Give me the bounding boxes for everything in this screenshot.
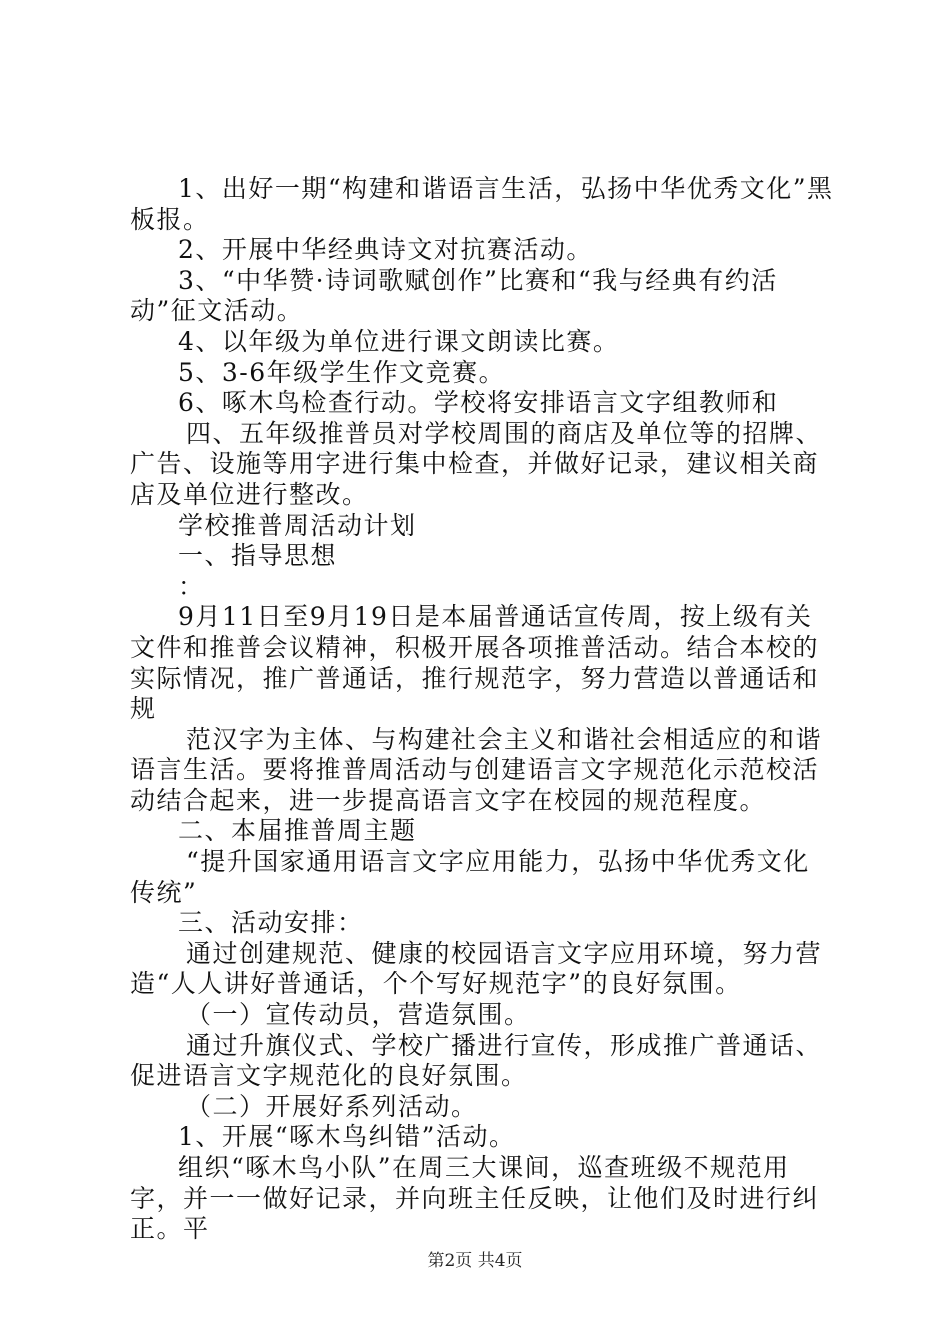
subheading-1: （一）宣传动员，营造氛围。 — [186, 1000, 531, 1030]
arrangement-paragraph: 通过创建规范、健康的校园语言文字应用环境，努力营造“人人讲好普通话，个个写好规范字”的良好氛围。 — [130, 938, 823, 999]
paragraph-guiding: 9月11日至9月19日是本届普通话宣传周，按上级有关文件和推普会议精神，积极开展各项推普活动。结合本校的实际情况，推广普通话，推行规范字，努力营造以普通话和规 — [130, 602, 820, 724]
section-heading-1: 一、指导思想 — [178, 541, 338, 571]
paragraph-guiding-cont: 范汉字为主体、与构建社会主义和谐社会相适应的和谐语言生活。要将推普周活动与创建语言文字规范化示范校活动结合起来，进一步提高语言文字在校园的规范程度。 — [130, 724, 823, 815]
colon-line: ： — [178, 571, 205, 601]
publicity-paragraph: 通过升旗仪式、学校广播进行宣传，形成推广普通话、促进语言文字规范化的良好氛围。 — [130, 1030, 823, 1091]
paragraph-7: 四、五年级推普员对学校周围的商店及单位等的招牌、广告、设施等用字进行集中检查，并做好记录，建议相关商店及单位进行整改。 — [130, 418, 823, 509]
paragraph-3: 3、“中华赞·诗词歌赋创作”比赛和“我与经典有约活动”征文活动。 — [130, 265, 778, 326]
plan-title: 学校推普周活动计划 — [178, 510, 417, 540]
section-heading-2: 二、本届推普周主题 — [178, 816, 417, 846]
paragraph-5: 5、3-6年级学生作文竞赛。 — [178, 357, 506, 387]
paragraph-1: 1、出好一期“构建和谐语言生活，弘扬中华优秀文化”黑板报。 — [130, 174, 834, 234]
paragraph-6: 6、啄木鸟检查行动。学校将安排语言文字组教师和 — [178, 388, 779, 418]
section-heading-3: 三、活动安排： — [178, 908, 364, 938]
document-body — [130, 174, 835, 1245]
activity-item-1: 1、开展“啄木鸟纠错”活动。 — [178, 1122, 516, 1152]
theme-paragraph: “提升国家通用语言文字应用能力，弘扬中华优秀文化传统” — [130, 847, 810, 907]
subheading-2: （二）开展好系列活动。 — [186, 1091, 478, 1121]
paragraph-2: 2、开展中华经典诗文对抗赛活动。 — [178, 235, 593, 265]
activity-paragraph: 组织“啄木鸟小队”在周三大课间，巡查班级不规范用字，并一一做好记录，并向班主任反映，让他们及时进行纠正。平 — [130, 1153, 820, 1244]
page-footer: 第2页 共4页 — [427, 1251, 523, 1271]
paragraph-4: 4、以年级为单位进行课文朗读比赛。 — [178, 326, 620, 356]
